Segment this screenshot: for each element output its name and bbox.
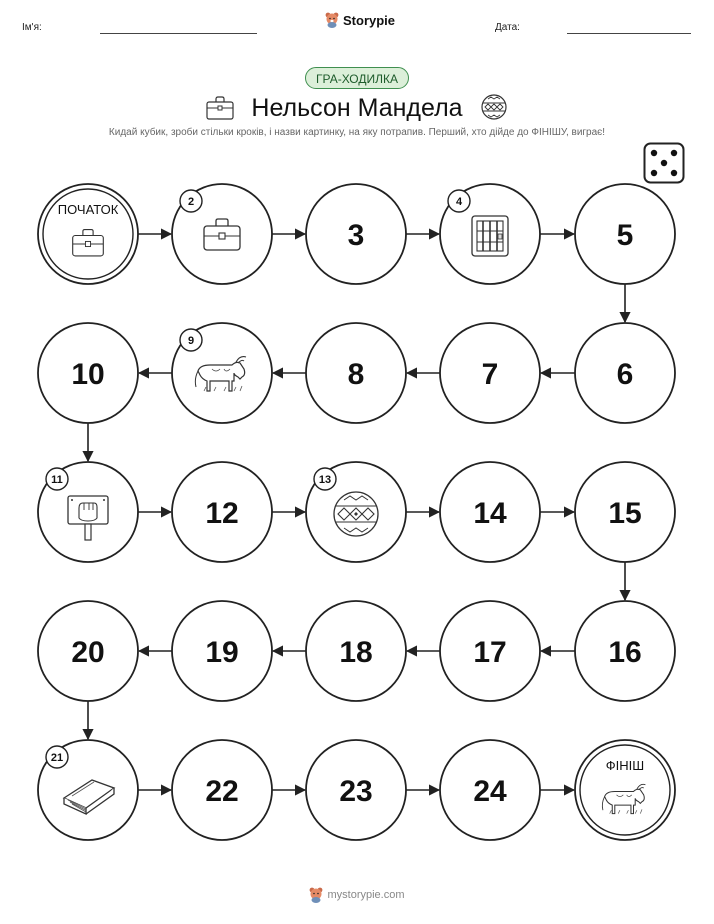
board-cell-11[interactable] [38,462,138,562]
board-cell-3[interactable] [306,184,406,284]
board-cell-20[interactable] [38,601,138,701]
instructions: Кидай кубик, зроби стільки кроків, і назви картинку, на яку потрапив. Перший, хто дійде до ФІНІШУ, виграє! [108,127,606,138]
footer-url: mystorypie.com [327,889,405,901]
cell-number: 23 [339,775,373,808]
board-cell-19[interactable] [172,601,272,701]
brand-name: Storypie [343,12,396,28]
board-cell-22[interactable] [172,740,272,840]
cell-number: 15 [608,497,642,530]
svg-text:13: 13 [318,474,332,486]
svg-text:11: 11 [51,474,63,486]
board-cell-4[interactable] [440,184,540,284]
board-cell-7[interactable] [440,323,540,423]
board-cell-13[interactable] [306,462,406,562]
start-label: ПОЧАТОК [57,202,119,217]
cell-number: 22 [205,775,239,808]
board-cell-24[interactable] [440,740,540,840]
cell-number: 10 [71,358,105,391]
cell-number: 14 [473,497,507,530]
svg-text:2: 2 [187,196,195,208]
board-cell-9[interactable] [172,323,272,423]
svg-text:4: 4 [455,196,463,208]
board-cell-21[interactable] [38,740,138,840]
cell-badge [46,468,68,490]
board-cell-15[interactable] [575,462,675,562]
cell-number: 20 [71,636,105,669]
board-cell-10[interactable] [38,323,138,423]
board-cell-23[interactable] [306,740,406,840]
cell-number: 24 [473,775,507,808]
cell-number: 18 [339,636,373,669]
board-cell-6[interactable] [575,323,675,423]
board-cell-12[interactable] [172,462,272,562]
cell-number: 19 [205,636,239,669]
cell-badge [180,190,202,212]
cell-number: 17 [473,636,507,669]
cell-number: 16 [608,636,642,669]
cell-number: 7 [481,358,499,391]
cell-badge [448,190,470,212]
board-cell-2[interactable] [172,184,272,284]
board-cell-5[interactable] [575,184,675,284]
cell-badge [180,329,202,351]
page-title: Нельсон Мандела [251,94,463,122]
board-cell-17[interactable] [440,601,540,701]
prison-door-icon [472,216,508,256]
board-cell-8[interactable] [306,323,406,423]
cell-number: 6 [616,358,634,391]
cell-badge [314,468,336,490]
board-cell-18[interactable] [306,601,406,701]
bear-logo-icon [309,887,323,903]
cell-number: 3 [347,219,365,252]
beaded-ornament-icon [334,492,378,536]
board-cell-25[interactable] [575,740,675,840]
board-cell-16[interactable] [575,601,675,701]
cell-number: 12 [205,497,239,530]
finish-label: ФІНІШ [605,758,645,773]
board-cell-1[interactable] [38,184,138,284]
name-label: Ім'я: [22,22,42,33]
footer [0,887,714,903]
cell-number: 5 [616,219,634,252]
cell-badge [46,746,68,768]
board-cell-14[interactable] [440,462,540,562]
cell-number: 8 [347,358,365,391]
svg-text:9: 9 [187,335,195,347]
game-type-badge: ГРА-ХОДИЛКА [305,67,409,89]
svg-text:21: 21 [50,752,64,764]
date-label: Дата: [495,22,520,33]
